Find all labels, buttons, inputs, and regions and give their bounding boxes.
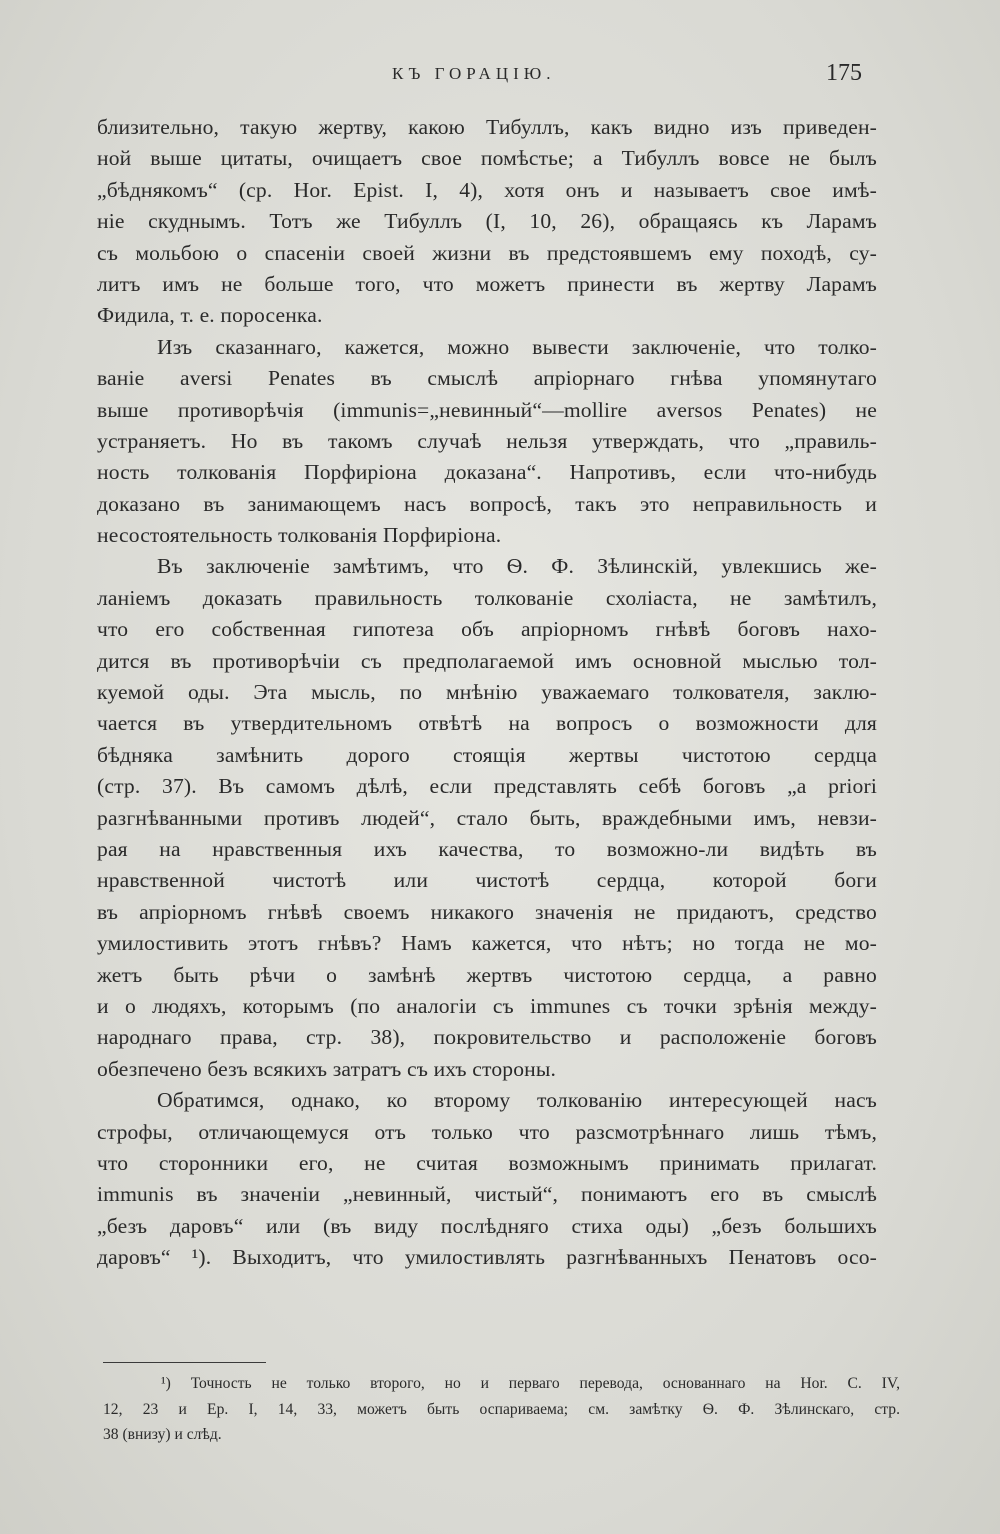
text-line: ность толкованія Порфиріона доказана“. Напротивъ, если что-нибудь [97,460,877,485]
text-line: Въ заключеніе замѣтимъ, что Ѳ. Ф. Зѣлинскій, увлекшись же- [157,554,877,579]
text-line: народнаго права, стр. 38), покровительство и расположеніе боговъ [97,1025,877,1050]
text-line: Фидила, т. е. поросенка. [97,303,323,328]
text-line: и о людяхъ, которымъ (по аналогіи съ immunes съ точки зрѣнія между- [97,993,877,1018]
text-line: доказано въ занимающемъ насъ вопросѣ, такъ это неправильность и [97,491,877,516]
text-line: рая на нравственныя ихъ качества, то возможно-ли видѣть въ [97,836,877,861]
text-line: immunis въ значеніи „невинный, чистый“, понимаютъ его въ смыслѣ [97,1182,877,1207]
text-line: (стр. 37). Въ самомъ дѣлѣ, если представлять себѣ боговъ „a priori [97,774,877,799]
page-number: 175 [826,60,862,86]
footnote-divider [103,1362,266,1363]
text-line: что сторонники его, не считая возможнымъ принимать прилагат. [97,1150,877,1175]
text-line: близительно, такую жертву, какою Тибуллъ, какъ видно изъ приведен- [97,115,877,139]
text-line: жетъ быть рѣчи о замѣнѣ жертвъ чистотою сердца, а равно [97,962,877,987]
text-line: обезпечено безъ всякихъ затратъ съ ихъ стороны. [97,1056,557,1081]
text-line: разгнѣванными противъ людей“, стало быть, враждебными имъ, невзи- [97,805,877,830]
text-line: Обратимся, однако, ко второму толкованію интересующей насъ [157,1088,877,1113]
running-head [0,60,1000,90]
footnote-line: 12, 23 и Ep. I, 14, 33, можетъ быть оспариваема; см. замѣтку Ѳ. Ф. Зѣлинскаго, стр. [103,1400,900,1418]
text-line: ніе скуднымъ. Тотъ же Тибуллъ (I, 10, 26), обращаясь къ Ларамъ [97,209,877,234]
footnotes [103,1371,900,1448]
text-line: ланіемъ доказать правильность толкованіе схоліаста, не замѣтилъ, [97,585,877,610]
text-line: ваніе aversi Penates въ смыслѣ апріорнаго гнѣва упомянутаго [97,366,877,391]
text-line: нравственной чистотѣ или чистотѣ сердца, которой боги [97,868,877,893]
text-line: въ апріорномъ гнѣвѣ своемъ никакого значенія не придаютъ, средство [97,899,877,924]
footnote-line: ¹) Точность не только второго, но и перваго перевода, основаннаго на Hor. C. IV, [161,1375,900,1392]
text-line: куемой оды. Эта мысль, по мнѣнію уважаемаго толкователя, заклю- [97,680,877,705]
body-text [97,112,877,1273]
text-line: съ мольбою о спасеніи своей жизни въ предстоявшемъ ему походѣ, су- [97,240,877,265]
text-line: „бѣднякомъ“ (ср. Hor. Epist. I, 4), хотя онъ и называетъ свое имѣ- [97,177,877,202]
text-line: Изъ сказаннаго, кажется, можно вывести заключеніе, что толко- [157,334,877,359]
text-line: ной выше цитаты, очищаетъ свое помѣстье; а Тибуллъ вовсе не былъ [97,146,877,171]
text-line: строфы, отличающемуся отъ только что разсмотрѣннаго лишь тѣмъ, [97,1119,877,1144]
running-head-title: КЪ ГОРАЦІЮ. [392,64,556,83]
text-line: выше противорѣчія (immunis=„невинный“—mollire aversos Penates) не [97,397,877,422]
text-line: дится въ противорѣчіи съ предполагаемой имъ основной мыслью тол- [97,648,877,673]
text-line: что его собственная гипотеза объ апріорномъ гнѣвѣ боговъ нахо- [97,617,877,642]
footnote-line: 38 (внизу) и слѣд. [103,1426,222,1443]
text-line: умилостивить этотъ гнѣвъ? Намъ кажется, что нѣтъ; но тогда не мо- [97,931,877,956]
text-line: устраняетъ. Но въ такомъ случаѣ нельзя утверждать, что „правиль- [97,428,877,453]
text-line: несостоятельность толкованія Порфиріона. [97,523,502,548]
text-line: даровъ“ ¹). Выходитъ, что умилостивлять разгнѣванныхъ Пенатовъ осо- [97,1245,877,1270]
text-line: литъ имъ не больше того, что можетъ принести въ жертву Ларамъ [97,271,877,296]
text-line: чается въ утвердительномъ отвѣтѣ на вопросъ о возможности для [97,711,877,736]
text-line: „безъ даровъ“ или (въ виду послѣдняго стиха оды) „безъ большихъ [97,1213,877,1238]
text-line: бѣдняка замѣнить дорого стоящія жертвы чистотою сердца [97,742,877,767]
